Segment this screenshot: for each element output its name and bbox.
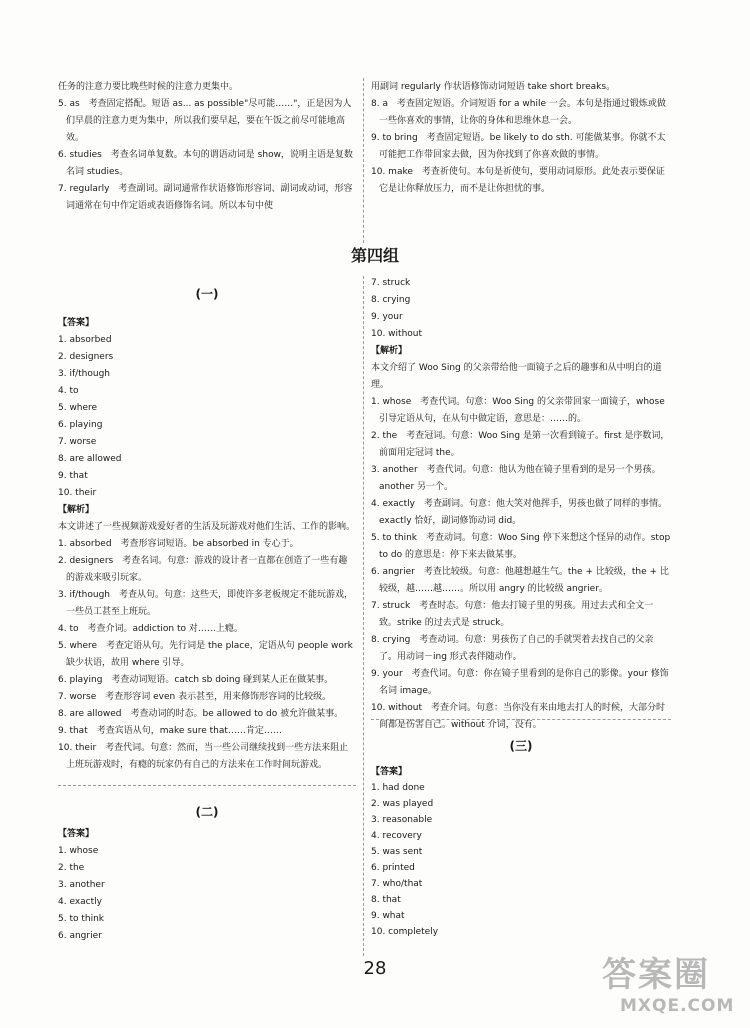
- answer-item: 1. absorbed: [58, 335, 112, 345]
- analysis-label: 【解析】: [371, 346, 408, 356]
- section-title-2: (二): [195, 805, 219, 819]
- answer-item: 5. where: [58, 403, 98, 413]
- analysis-note: 4. exactly 考查副词。句意：他大笑对他挥手，男孩也做了同样的事情。exactly 恰好，副词修饰动词 did。: [371, 499, 667, 526]
- top-left-notes: [58, 79, 358, 215]
- analysis-intro: 本文讲述了一些视频游戏爱好者的生活及玩游戏对他们生活、工作的影响。: [58, 522, 356, 532]
- section-title-3: (三): [509, 739, 533, 753]
- note-line: 6. studies 考查名词单复数。本句的谓语动词是 show，说明主语是复数名词 studies。: [58, 150, 353, 177]
- answer-item: 7. worse: [58, 437, 97, 447]
- answer-item: 6. printed: [371, 863, 415, 873]
- section-divider: [58, 785, 356, 786]
- answer-item: 6. angrier: [58, 931, 102, 941]
- watermark-text: 答案圈: [602, 955, 710, 995]
- page-number: 28: [363, 958, 387, 979]
- analysis-note: 5. where 考查定语从句。先行词是 the place，定语从句 people work 缺少状语，故用 where 引导。: [58, 641, 353, 668]
- note-line: 5. as 考查固定搭配。短语 as... as possible"尽可能……"，正是因为人们早晨的注意力更为集中，所以我们要早起，要在午饭之前尽可能地高效。: [58, 99, 352, 143]
- analysis-note: 5. to think 考查动词。句意：Woo Sing 停下来想这个怪异的动作。stop to do 的意思是：停下来去做某事。: [371, 533, 671, 560]
- analysis-note: 6. playing 考查动词短语。catch sb doing 碰到某人正在做某事。: [58, 675, 334, 685]
- note-line: 8. a 考查固定短语。介词短语 for a while 一会。本句是指通过锻炼或做一些你喜欢的事情，让你的身体和思维休息一会。: [371, 99, 666, 126]
- note-line: 用副词 regularly 作状语修饰动词短语 take short breaks。: [371, 82, 616, 92]
- analysis-note: 4. to 考查介词。addiction to 对……上瘾。: [58, 624, 243, 634]
- analysis-note: 3. another 考查代词。句意：他认为他在镜子里看到的是另一个男孩。another 另一个。: [371, 465, 661, 492]
- answer-item: 10. without: [371, 329, 423, 339]
- answer-item: 3. if/though: [58, 369, 111, 379]
- answer-item: 8. crying: [371, 295, 411, 305]
- note-line: 任务的注意力要比晚些时候的注意力更集中。: [58, 82, 239, 92]
- answer-item: 5. to think: [58, 914, 104, 924]
- analysis-note: 8. are allowed 考查动词的时态。be allowed to do 被允许做某事。: [58, 709, 344, 719]
- answer-item: 3. another: [58, 880, 105, 890]
- column-divider: [363, 276, 364, 956]
- answer-item: 2. was played: [371, 799, 434, 809]
- note-line: 9. to bring 考查固定短语。be likely to do sth. 可能做某事。你就不太可能把工作带回家去做，因为你找到了你喜欢做的事情。: [371, 133, 666, 160]
- section-divider: [371, 719, 671, 720]
- answer-item: 9. that: [58, 471, 88, 481]
- analysis-note: 9. your 考查代词。句意：你在镜子里看到的是你自己的影像。your 修饰名词 image。: [371, 669, 669, 696]
- column-divider: [363, 78, 364, 243]
- answer-item: 4. exactly: [58, 897, 102, 907]
- watermark-url: MXQE.COM: [620, 996, 735, 1016]
- answer-item: 4. recovery: [371, 831, 422, 841]
- answer-item: 10. completely: [371, 927, 439, 937]
- answer-item: 8. are allowed: [58, 454, 122, 464]
- answer-item: 2. the: [58, 863, 85, 873]
- analysis-note: 9. that 考查宾语从句，make sure that……肯定……: [58, 726, 282, 736]
- answer-label: 【答案】: [58, 829, 95, 839]
- answer-item: 9. your: [371, 312, 403, 322]
- note-line: 10. make 考查祈使句。本句是祈使句，要用动词原形。此处表示要保证它是让你释放压力，而不是让你担忧的事。: [371, 167, 665, 194]
- analysis-note: 2. the 考查冠词。句意：Woo Sing 是第一次看到镜子。first 是序数词，前面用定冠词 the。: [371, 431, 670, 458]
- analysis-note: 1. absorbed 考查形容词短语。be absorbed in 专心于。: [58, 539, 299, 549]
- section-2-body-right: [371, 275, 671, 734]
- answer-item: 6. playing: [58, 420, 103, 430]
- analysis-note: 7. struck 考查时态。句意：他去打镜子里的男孩。用过去式和全文一致。strike 的过去式是 struck。: [371, 601, 654, 628]
- section-title-1: (一): [195, 287, 219, 301]
- answer-item: 10. their: [58, 488, 97, 498]
- section-2-answers-left: [58, 826, 356, 945]
- answer-item: 4. to: [58, 386, 79, 396]
- watermark-logo: [602, 955, 742, 1021]
- section-3-answers: [371, 764, 671, 940]
- analysis-note: 6. angrier 考查比较级。句意：他越想越生气。the + 比较级，the + 比较级，越……越……。所以用 angry 的比较级 angrier。: [371, 567, 669, 594]
- analysis-note: 10. their 考查代词。句意：然而，当一些公司继续找到一些方法来阻止上班玩游戏时，有瘾的玩家仍有自己的方法来在工作时间玩游戏。: [58, 743, 349, 770]
- analysis-note: 1. whose 考查代词。句意：Woo Sing 的父亲带回家一面镜子，whose 引导定语从句，在从句中做定语，意思是：……的。: [371, 397, 665, 424]
- answer-item: 3. reasonable: [371, 815, 433, 825]
- analysis-note: 10. without 考查介词。句意：当你没有来由地去打人的时候，大部分时间都是伤害自己。without 介词，没有。: [371, 703, 666, 730]
- analysis-note: 8. crying 考查动词。句意：男孩伤了自己的手就哭着去找自己的父亲了。用动词－ing 形式表伴随动作。: [371, 635, 654, 662]
- answer-label: 【答案】: [58, 318, 95, 328]
- analysis-label: 【解析】: [58, 505, 95, 515]
- top-right-notes: [371, 79, 671, 198]
- answer-item: 2. designers: [58, 352, 114, 362]
- answer-label: 【答案】: [371, 767, 408, 777]
- analysis-note: 3. if/though 考查从句。句意：这些天，即使许多老板规定不能玩游戏，一些员工甚至上班玩。: [58, 590, 354, 617]
- answer-item: 8. that: [371, 895, 401, 905]
- group-title: 第四组: [350, 246, 399, 265]
- answer-item: 9. what: [371, 911, 405, 921]
- answer-item: 5. was sent: [371, 847, 423, 857]
- analysis-note: 7. worse 考查形容词 even 表示甚至，用来修饰形容词的比较级。: [58, 692, 332, 702]
- answer-item: 1. had done: [371, 783, 425, 793]
- analysis-intro: 本文介绍了 Woo Sing 的父亲带给他一面镜子之后的趣事和从中明白的道理。: [371, 363, 662, 390]
- section-1-body: [58, 315, 356, 774]
- note-line: 7. regularly 考查副词。副词通常作状语修饰形容词、副词或动词，形容词通常在句中作定语或表语修饰名词。所以本句中使: [58, 184, 353, 211]
- answer-item: 1. whose: [58, 846, 99, 856]
- analysis-note: 2. designers 考查名词。句意：游戏的设计者一直都在创造了一些有趣的游戏来吸引玩家。: [58, 556, 348, 583]
- answer-item: 7. who/that: [371, 879, 423, 889]
- answer-item: 7. struck: [371, 278, 411, 288]
